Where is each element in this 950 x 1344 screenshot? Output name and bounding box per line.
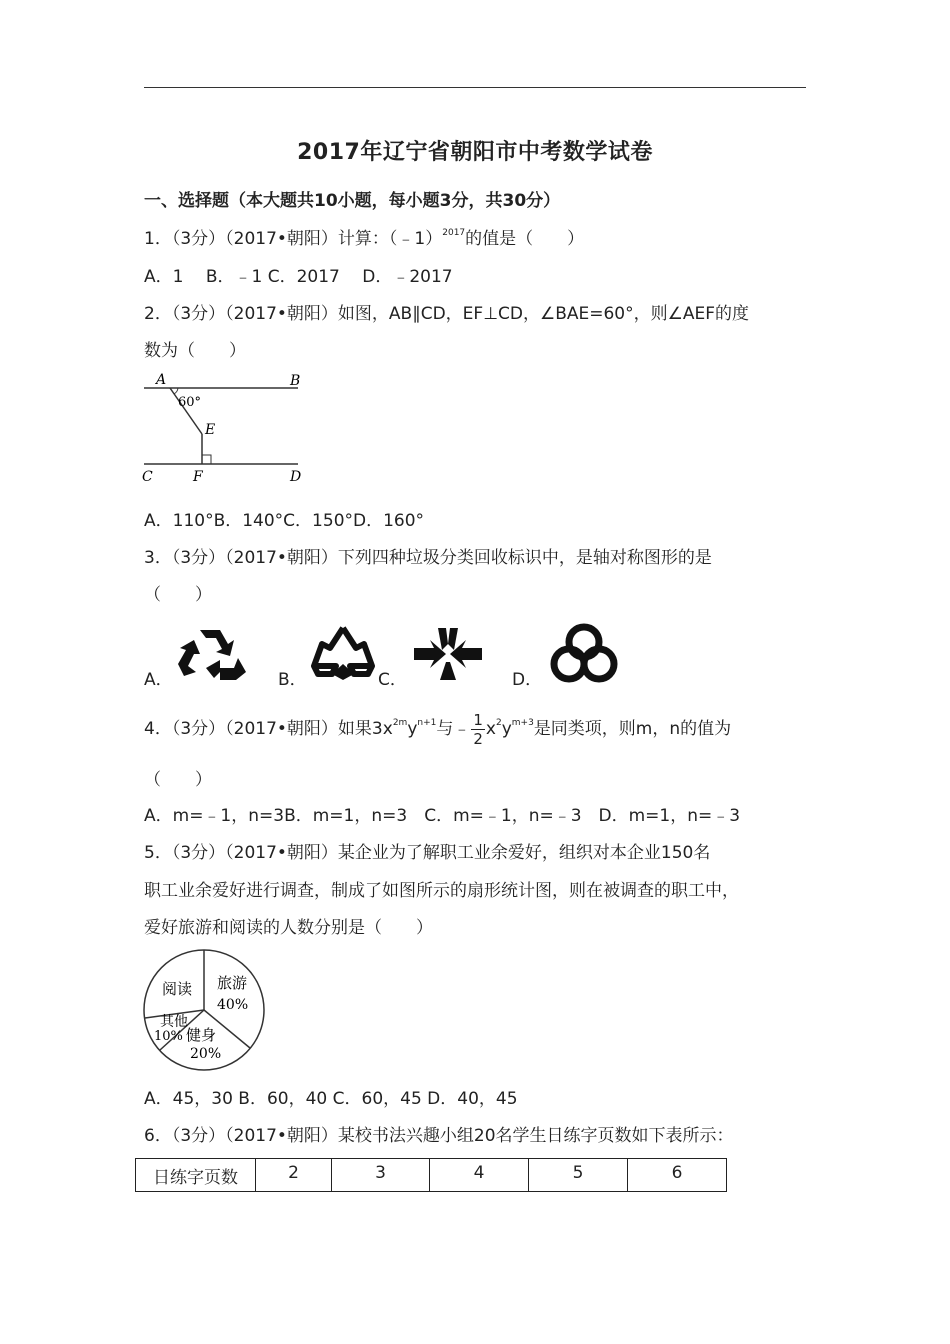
label-a: A [156,372,167,388]
q1-options: A．1 B．﹣1 C．2017 D．﹣2017 [144,267,453,287]
q3-label-c: C． [378,670,407,690]
table-cell: 5 [529,1159,628,1192]
table-cell: 4 [430,1159,529,1192]
section-heading: 一、选择题（本大题共10小题，每小题3分，共30分） [144,191,561,211]
question-1 [144,227,584,251]
q4-frac-den: 2 [473,729,483,748]
q6-table [135,1158,727,1192]
q3-label-d: D． [512,670,543,690]
q4-stem-end: 是同类项，则m，n的值为 [533,719,732,739]
angle-arc [174,388,178,394]
pie-pct-fitness: 20% [190,1046,222,1062]
q4-stem-cont: （ ） [144,770,212,790]
q4-stem: 4．（3分）（2017•朝阳）如果3x [144,719,393,739]
label-f: F [193,469,203,485]
q2-options: A．110°B．140°C．150°D．160° [144,511,425,531]
table-cell: 2 [256,1159,332,1192]
q1-exponent: 2017 [442,228,466,238]
pie-pct-other: 10% [154,1029,183,1044]
q4-frac-num: 1 [473,710,483,729]
table-row [136,1159,727,1192]
table-cell: 3 [332,1159,430,1192]
q3-label-a: A． [144,670,173,690]
q2-stem-cont: 数为（ ） [144,341,246,361]
page-title: 2017年辽宁省朝阳市中考数学试卷 [297,140,653,165]
q5-line-3: 爱好旅游和阅读的人数分别是（ ） [144,918,433,938]
recycle-arrows-icon [176,624,248,684]
q4-y2: y [501,719,512,739]
triangle-recycle-icon [310,624,376,684]
label-c: C [142,469,153,485]
converging-arrows-icon [412,626,484,682]
header-rule [144,87,806,88]
q4-exp-2: 2 [495,718,502,728]
pie-label-travel: 旅游 [217,974,248,992]
pie-label-other: 其他 [160,1014,188,1030]
q3-stem-cont: （ ） [144,585,212,605]
q1-stem: 1．（3分）（2017•朝阳）计算：（﹣1） [144,229,443,249]
q4-fraction [471,711,485,748]
q1-stem-end: 的值是（ ） [465,229,585,249]
q3-stem: 3．（3分）（2017•朝阳）下列四种垃圾分类回收标识中，是轴对称图形的是 [144,548,712,568]
label-b: B [290,373,301,389]
pie-label-reading: 阅读 [162,980,193,998]
q4-x: x [485,719,496,739]
q5-pie-chart [140,946,268,1074]
table-header-cell: 日练字页数 [136,1159,256,1192]
right-angle-mark [202,455,211,464]
label-angle: 60° [178,395,202,410]
q4-y: y [407,719,418,739]
q4-and-minus: 与﹣ [436,719,471,739]
table-cell: 6 [628,1159,727,1192]
q4-exp-n1: n+1 [417,718,437,728]
q4-exp-2m: 2m [392,718,408,728]
biohazard-icon [544,620,624,686]
q2-stem: 2．（3分）（2017•朝阳）如图，AB∥CD，EF⊥CD，∠BAE=60°，则∠AEF的度 [144,304,750,324]
q4-exp-m3: m+3 [511,718,534,728]
pie-label-fitness: 健身 [186,1026,217,1044]
q6-stem: 6．（3分）（2017•朝阳）某校书法兴趣小组20名学生日练字页数如下表所示： [144,1126,734,1146]
q5-line-1: 5．（3分）（2017•朝阳）某企业为了解职工业余爱好，组织对本企业150名 [144,843,711,863]
label-d: D [290,469,302,485]
q5-line-2: 职工业余爱好进行调查，制成了如图所示的扇形统计图，则在被调查的职工中， [144,881,739,901]
pie-pct-travel: 40% [217,997,249,1013]
q3-label-b: B． [278,670,307,690]
q5-options: A．45，30 B．60，40 C．60，45 D．40，45 [144,1089,518,1109]
label-e: E [205,422,216,438]
q4-options: A．m=﹣1，n=3B．m=1，n=3 C．m=﹣1，n=﹣3 D．m=1，n=﹣3 [144,806,741,826]
q2-figure [140,368,310,488]
question-4 [144,707,731,751]
